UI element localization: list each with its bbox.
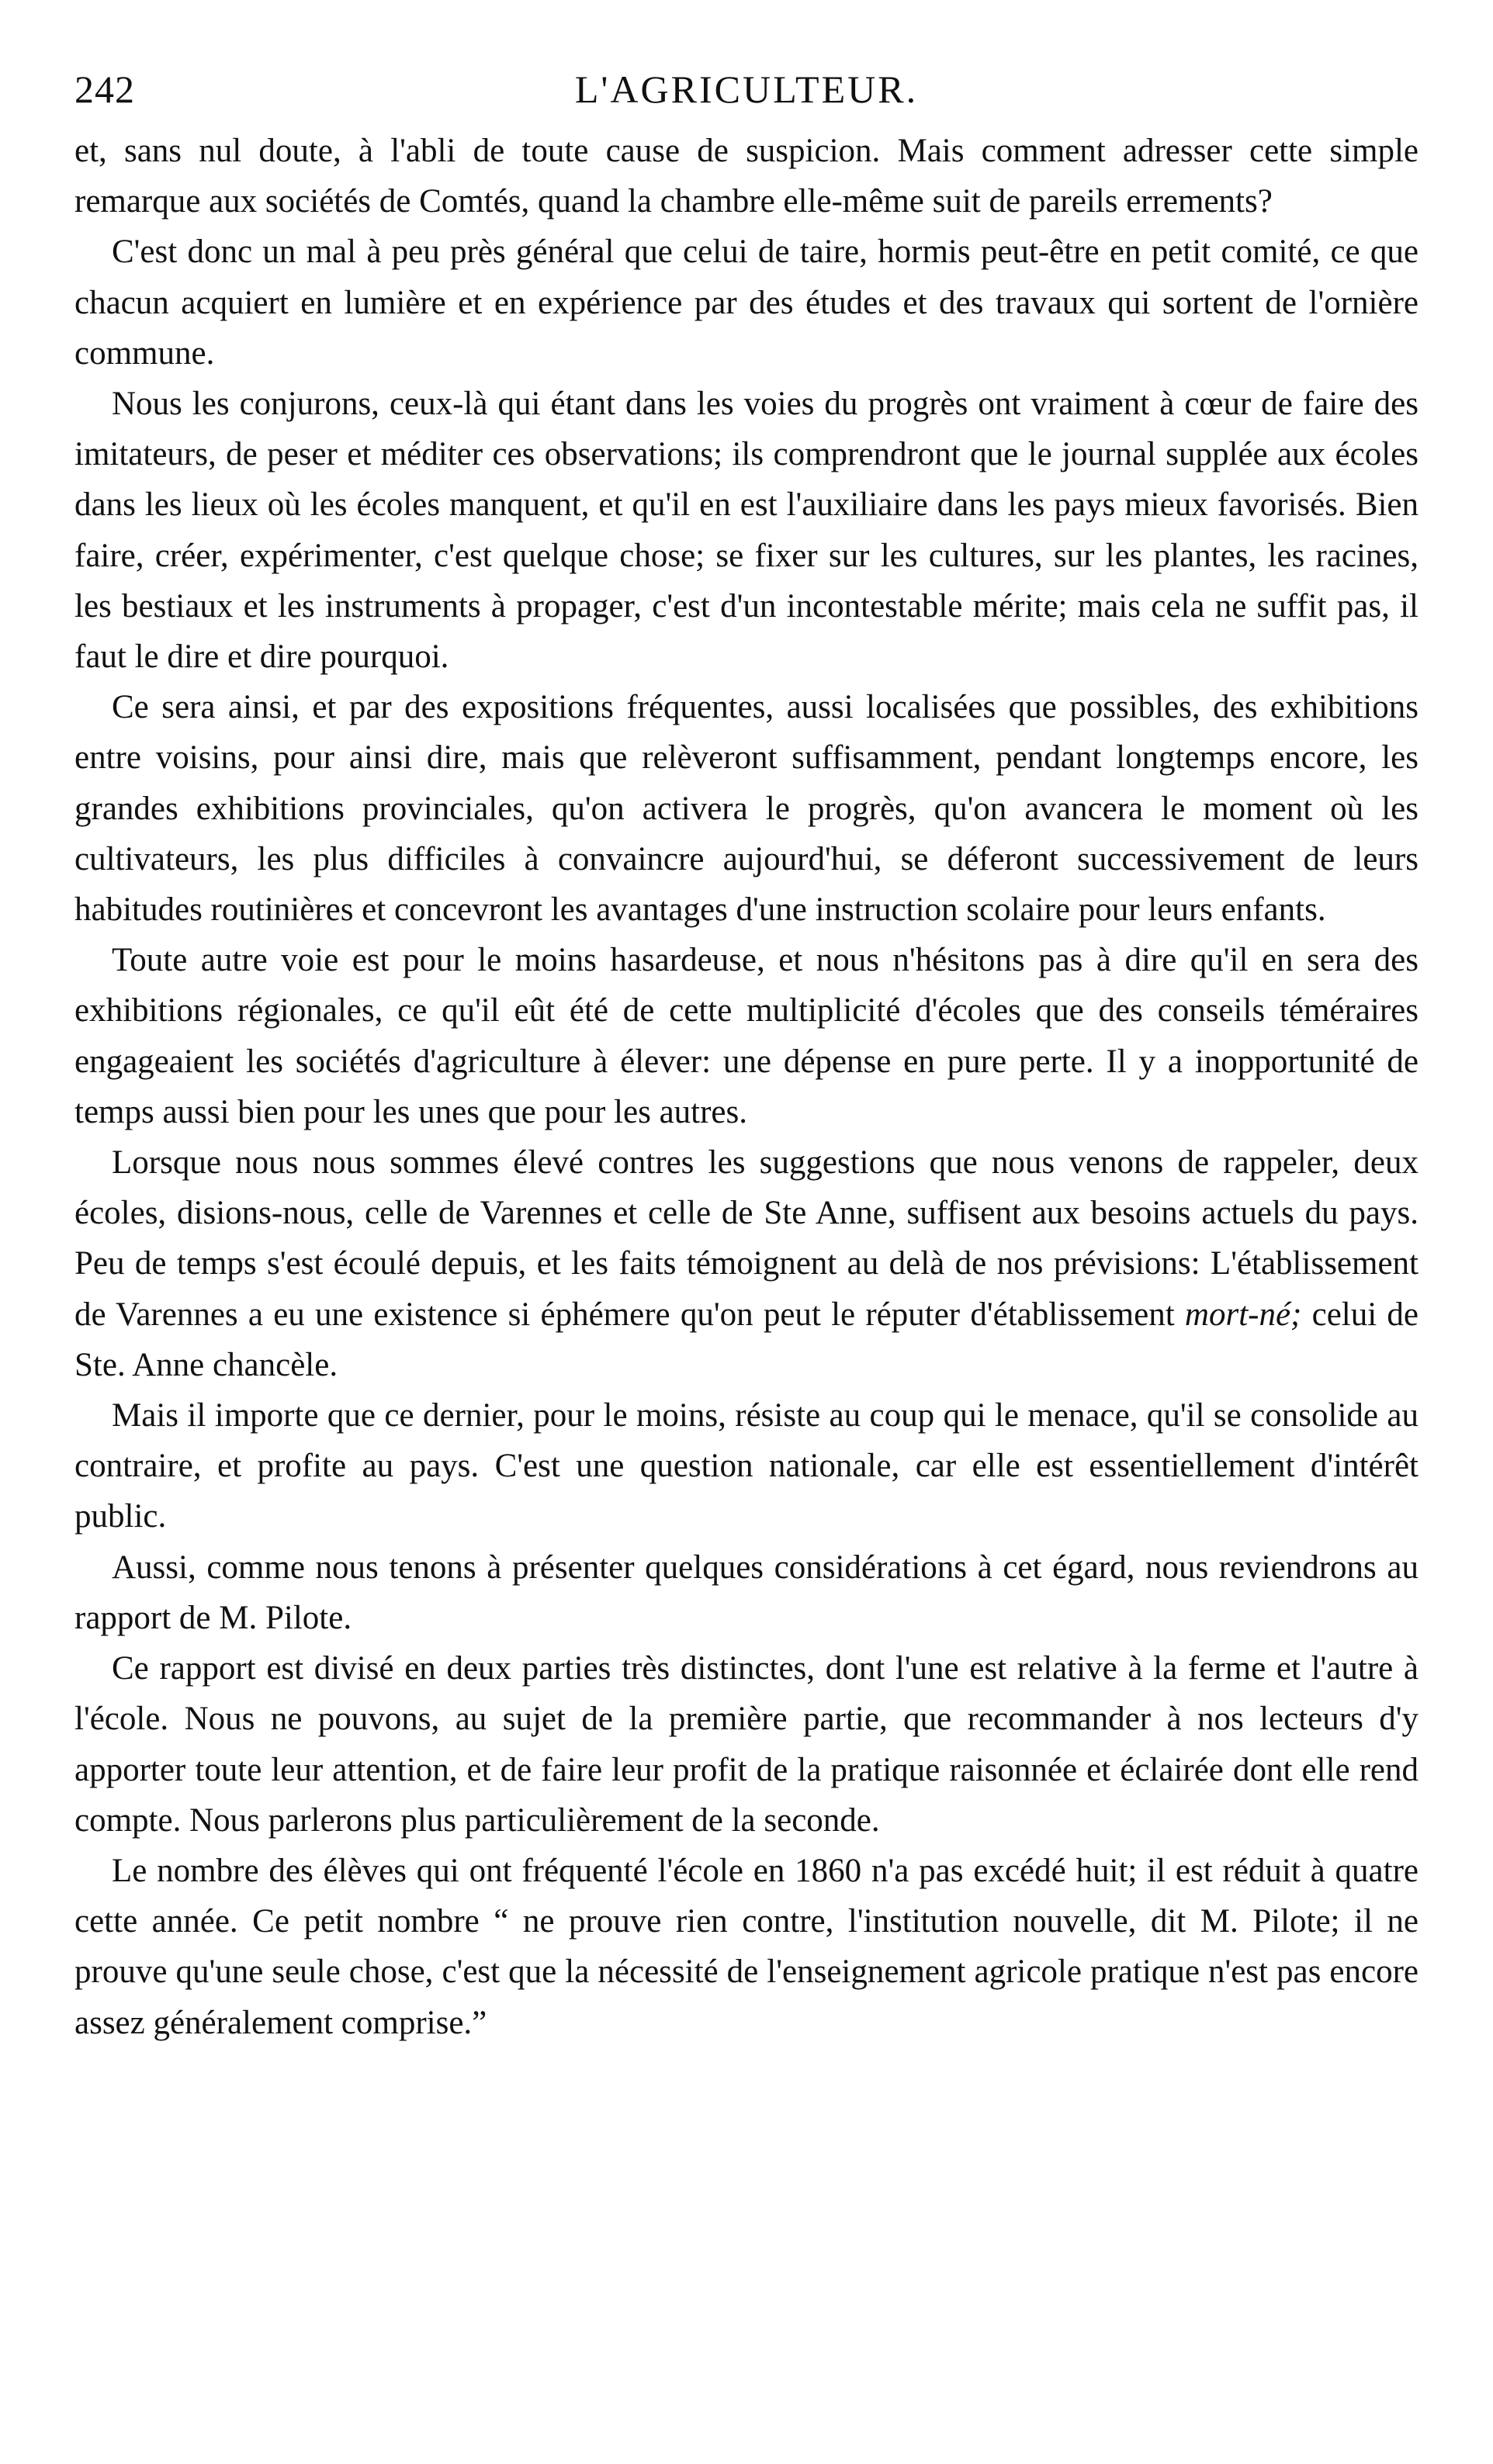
paragraph: Le nombre des élèves qui ont fréquenté l'école en 1860 n'a pas excédé huit; il est réduit à quatre cette année. Ce petit nombre “ ne prouve rien contre, l'institution nouvelle, dit M. Pilote; il ne prouve qu'une seule chose, c'est que la nécessité de l'enseignement agricole pratique n'est pas encore assez généralement comprise.” [74, 1852, 1419, 2041]
paragraph-text: Lorsque nous nous sommes élevé contres les suggestions que nous venons de rappeler, deux écoles, disions-nous, celle de Varennes et celle de Ste Anne, suffisent aux besoins actuels du pays. Peu de temps s'est écoulé depuis, et les faits témoignent au delà de nos prévisions: L'établissement de Varennes a eu une existence si éphémere qu'on peut le réputer d'établissement [74, 1144, 1419, 1333]
paragraph: Toute autre voie est pour le moins hasardeuse, et nous n'hésitons pas à dire qu'il en sera des exhibitions régionales, ce qu'il eût été de cette multiplicité d'écoles que des conseils téméraires engageaient les sociétés d'agriculture à élever: une dépense en pure perte. Il y a inopportunité de temps aussi bien pour les unes que pour les autres. [74, 942, 1419, 1130]
paragraph: C'est donc un mal à peu près général que celui de taire, hormis peut-être en petit comité, ce que chacun acquiert en lumière et en expérience par des études et des travaux qui sortent de l'ornière commune. [74, 234, 1419, 372]
body-text [74, 126, 1419, 2048]
paragraph: Aussi, comme nous tenons à présenter quelques considérations à cet égard, nous reviendrons au rapport de M. Pilote. [74, 1549, 1419, 1636]
paragraph-continuation: et, sans nul doute, à l'abli de toute cause de suspicion. Mais comment adresser cette simple remarque aux sociétés de Comtés, quand la chambre elle-même suit de pareils errements? [74, 133, 1419, 220]
running-head [74, 67, 1419, 118]
paragraph: Nous les conjurons, ceux-là qui étant dans les voies du progrès ont vraiment à cœur de faire des imitateurs, de peser et méditer ces observations; ils comprendront que le journal supplée aux écoles dans les lieux où les écoles manquent, et qu'il en est l'auxiliaire dans les pays mieux favorisés. Bien faire, créer, expérimenter, c'est quelque chose; se fixer sur les cultures, sur les plantes, les racines, les bestiaux et les instruments à propager, c'est d'un incontestable mérite; mais cela ne suffit pas, il faut le dire et dire pourquoi. [74, 386, 1419, 676]
paragraph-text-after: celui de Ste. Anne chancèle. [74, 1296, 1419, 1383]
page-number: 242 [74, 67, 135, 111]
running-title: L'AGRICULTEUR. [574, 67, 919, 111]
paragraph: Ce sera ainsi, et par des expositions fréquentes, aussi localisées que possibles, des exhibitions entre voisins, pour ainsi dire, mais que relèveront suffisamment, pendant longtemps encore, les grandes exhibitions provinciales, qu'on activera le progrès, qu'on avancera le moment où les cultivateurs, les plus difficiles à convaincre aujourd'hui, se déferont successivement de leurs habitudes routinières et concevront les avantages d'une instruction scolaire pour leurs enfants. [74, 689, 1419, 929]
paragraph [74, 1137, 1419, 1390]
emphasis-text: mort-né; [1184, 1296, 1302, 1333]
paragraph: Mais il importe que ce dernier, pour le moins, résiste au coup qui le menace, qu'il se consolide au contraire, et profite au pays. C'est une question nationale, car elle est essentiellement d'intérêt public. [74, 1397, 1419, 1535]
paragraph: Ce rapport est divisé en deux parties très distinctes, dont l'une est relative à la ferme et l'autre à l'école. Nous ne pouvons, au sujet de la première partie, que recommander à nos lecteurs d'y apporter toute leur attention, et de faire leur profit de la pratique raisonnée et éclairée dont elle rend compte. Nous parlerons plus particulièrement de la seconde. [74, 1650, 1419, 1839]
